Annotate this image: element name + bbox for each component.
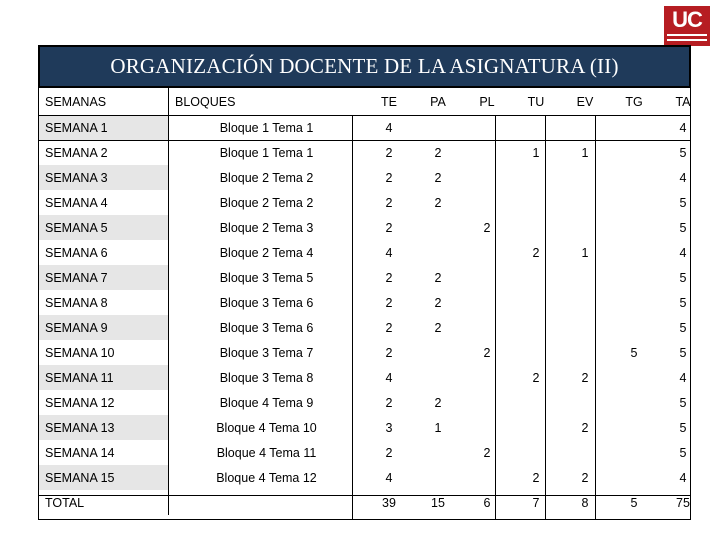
te-cell: 2 [385, 220, 393, 235]
table-row [39, 415, 708, 440]
pl-cell [463, 390, 512, 415]
tu-cell [512, 290, 561, 315]
pa-cell [414, 115, 463, 140]
table-row [39, 290, 708, 315]
table-header-row [39, 88, 708, 115]
pa-cell: 2 [434, 395, 442, 410]
tu-cell: 1 [532, 145, 540, 160]
ev-cell [561, 290, 610, 315]
pa-cell [414, 440, 463, 465]
pl-cell: 2 [483, 445, 491, 460]
ta-cell: 5 [679, 395, 687, 410]
pl-cell [463, 415, 512, 440]
ev-cell: 1 [581, 145, 589, 160]
tu-cell [512, 190, 561, 215]
pl-cell [463, 240, 512, 265]
tu-cell [512, 265, 561, 290]
block-cell: Bloque 4 Tema 11 [216, 445, 317, 460]
pa-cell: 2 [434, 295, 442, 310]
week-cell: SEMANA 5 [39, 215, 169, 240]
te-cell: 4 [385, 245, 393, 260]
tg-cell [610, 265, 659, 290]
ev-cell [561, 440, 610, 465]
row-divider [38, 140, 691, 141]
block-cell: Bloque 2 Tema 2 [219, 195, 314, 210]
block-cell: Bloque 3 Tema 7 [219, 345, 314, 360]
pa-cell [414, 365, 463, 390]
tg-cell [610, 115, 659, 140]
week-cell: SEMANA 2 [39, 140, 169, 165]
pl-cell [463, 465, 512, 490]
pl-cell [463, 315, 512, 340]
tg-cell [610, 465, 659, 490]
te-cell: 2 [385, 320, 393, 335]
ev-cell [561, 115, 610, 140]
week-cell: SEMANA 4 [39, 190, 169, 215]
te-cell: 2 [385, 145, 393, 160]
ta-cell: 5 [679, 345, 687, 360]
tg-cell [610, 390, 659, 415]
tg-cell: 5 [630, 495, 638, 510]
tu-cell: 2 [532, 370, 540, 385]
ev-cell: 2 [581, 420, 589, 435]
week-cell: SEMANA 10 [39, 340, 169, 365]
ta-cell: 5 [679, 420, 687, 435]
university-logo-icon [664, 6, 710, 46]
tg-cell [610, 215, 659, 240]
table-row [39, 390, 708, 415]
tu-cell: 2 [532, 470, 540, 485]
tu-cell [512, 115, 561, 140]
tg-cell [610, 415, 659, 440]
ev-cell: 2 [581, 370, 589, 385]
column-divider [495, 115, 496, 520]
pl-cell [463, 190, 512, 215]
tg-cell [610, 140, 659, 165]
logo-text: UC [672, 7, 702, 32]
te-cell: 2 [385, 195, 393, 210]
table-row [39, 215, 708, 240]
week-cell: SEMANA 13 [39, 415, 169, 440]
column-divider [595, 115, 596, 520]
pa-cell: 2 [434, 170, 442, 185]
block-cell: Bloque 2 Tema 4 [219, 245, 314, 260]
tg-cell [610, 165, 659, 190]
block-cell: Bloque 3 Tema 5 [219, 270, 314, 285]
column-header-pl: PL [463, 88, 512, 115]
schedule-table [38, 88, 708, 515]
table-body [39, 115, 708, 515]
ev-cell [561, 165, 610, 190]
pl-cell [463, 115, 512, 140]
column-divider [352, 115, 353, 520]
te-cell: 4 [385, 120, 393, 135]
tu-cell [512, 390, 561, 415]
total-row [39, 490, 708, 515]
ev-cell [561, 215, 610, 240]
ev-cell [561, 390, 610, 415]
block-cell: Bloque 2 Tema 2 [219, 170, 314, 185]
te-cell: 2 [385, 295, 393, 310]
block-cell [169, 490, 365, 515]
block-cell: Bloque 1 Tema 1 [219, 120, 314, 135]
ta-cell: 5 [679, 445, 687, 460]
column-header-tu: TU [512, 88, 561, 115]
tg-cell [610, 440, 659, 465]
pl-cell [463, 290, 512, 315]
week-cell: SEMANA 12 [39, 390, 169, 415]
tg-cell [610, 190, 659, 215]
week-cell: SEMANA 8 [39, 290, 169, 315]
te-cell: 39 [382, 495, 396, 510]
ta-cell: 4 [679, 120, 687, 135]
pa-cell: 1 [434, 420, 442, 435]
header-divider [38, 115, 691, 116]
week-cell: SEMANA 6 [39, 240, 169, 265]
pa-cell: 2 [434, 195, 442, 210]
ta-cell: 4 [679, 470, 687, 485]
table-row [39, 340, 708, 365]
tu-cell: 2 [532, 245, 540, 260]
table-row [39, 365, 708, 390]
column-header-pa: PA [414, 88, 463, 115]
pa-cell [414, 215, 463, 240]
pa-cell [414, 465, 463, 490]
block-cell: Bloque 4 Tema 12 [216, 470, 317, 485]
ev-cell: 2 [581, 470, 589, 485]
row-divider [38, 495, 691, 496]
ev-cell: 8 [581, 495, 589, 510]
pa-cell: 2 [434, 145, 442, 160]
pl-cell [463, 365, 512, 390]
table-row [39, 315, 708, 340]
ta-cell: 4 [679, 170, 687, 185]
ev-cell [561, 340, 610, 365]
pl-cell [463, 165, 512, 190]
title-bar [38, 45, 691, 88]
tu-cell [512, 215, 561, 240]
ta-cell: 75 [676, 495, 690, 510]
page-title: ORGANIZACIÓN DOCENTE DE LA ASIGNATURA (II) [110, 54, 619, 78]
pa-cell [414, 240, 463, 265]
ta-cell: 4 [679, 245, 687, 260]
pl-cell [463, 140, 512, 165]
ev-cell: 1 [581, 245, 589, 260]
week-cell: TOTAL [39, 490, 169, 515]
ta-cell: 5 [679, 220, 687, 235]
tu-cell: 7 [532, 495, 540, 510]
column-header-semanas: SEMANAS [39, 88, 169, 115]
pa-cell [414, 340, 463, 365]
column-header-ta: TA [659, 88, 708, 115]
block-cell: Bloque 3 Tema 6 [219, 295, 314, 310]
te-cell: 2 [385, 170, 393, 185]
block-cell: Bloque 4 Tema 9 [219, 395, 314, 410]
pl-cell [463, 265, 512, 290]
logo-line [667, 34, 707, 36]
block-cell: Bloque 1 Tema 1 [219, 145, 314, 160]
tu-cell [512, 415, 561, 440]
column-divider [545, 115, 546, 520]
table-row [39, 465, 708, 490]
ta-cell: 5 [679, 270, 687, 285]
table-row [39, 140, 708, 165]
te-cell: 2 [385, 270, 393, 285]
pl-cell: 2 [483, 345, 491, 360]
tg-cell [610, 365, 659, 390]
column-header-tg: TG [610, 88, 659, 115]
block-cell: Bloque 2 Tema 3 [219, 220, 314, 235]
pl-cell: 6 [483, 495, 491, 510]
column-header-bloques: BLOQUES [169, 88, 365, 115]
ta-cell: 5 [679, 195, 687, 210]
column-header-ev: EV [561, 88, 610, 115]
table-row [39, 265, 708, 290]
te-cell: 2 [385, 345, 393, 360]
week-cell: SEMANA 1 [39, 115, 169, 140]
te-cell: 3 [385, 420, 393, 435]
pl-cell: 2 [483, 220, 491, 235]
week-cell: SEMANA 7 [39, 265, 169, 290]
te-cell: 4 [385, 470, 393, 485]
tg-cell [610, 290, 659, 315]
table-row [39, 440, 708, 465]
tu-cell [512, 340, 561, 365]
te-cell: 2 [385, 445, 393, 460]
ev-cell [561, 315, 610, 340]
block-cell: Bloque 4 Tema 10 [216, 420, 317, 435]
block-cell: Bloque 3 Tema 8 [219, 370, 314, 385]
table-row [39, 240, 708, 265]
pa-cell: 2 [434, 270, 442, 285]
table-row [39, 165, 708, 190]
ev-cell [561, 265, 610, 290]
week-cell: SEMANA 15 [39, 465, 169, 490]
tu-cell [512, 165, 561, 190]
tg-cell [610, 240, 659, 265]
tu-cell [512, 315, 561, 340]
tg-cell [610, 315, 659, 340]
logo-line [667, 39, 707, 41]
tu-cell [512, 440, 561, 465]
tg-cell: 5 [630, 345, 638, 360]
te-cell: 4 [385, 370, 393, 385]
te-cell: 2 [385, 395, 393, 410]
ta-cell: 5 [679, 295, 687, 310]
week-cell: SEMANA 14 [39, 440, 169, 465]
ta-cell: 5 [679, 145, 687, 160]
block-cell: Bloque 3 Tema 6 [219, 320, 314, 335]
table-row [39, 190, 708, 215]
ta-cell: 4 [679, 370, 687, 385]
week-cell: SEMANA 3 [39, 165, 169, 190]
pa-cell: 15 [431, 495, 445, 510]
ta-cell: 5 [679, 320, 687, 335]
ev-cell [561, 190, 610, 215]
pa-cell: 2 [434, 320, 442, 335]
table-row [39, 115, 708, 140]
column-header-te: TE [365, 88, 414, 115]
week-cell: SEMANA 11 [39, 365, 169, 390]
week-cell: SEMANA 9 [39, 315, 169, 340]
